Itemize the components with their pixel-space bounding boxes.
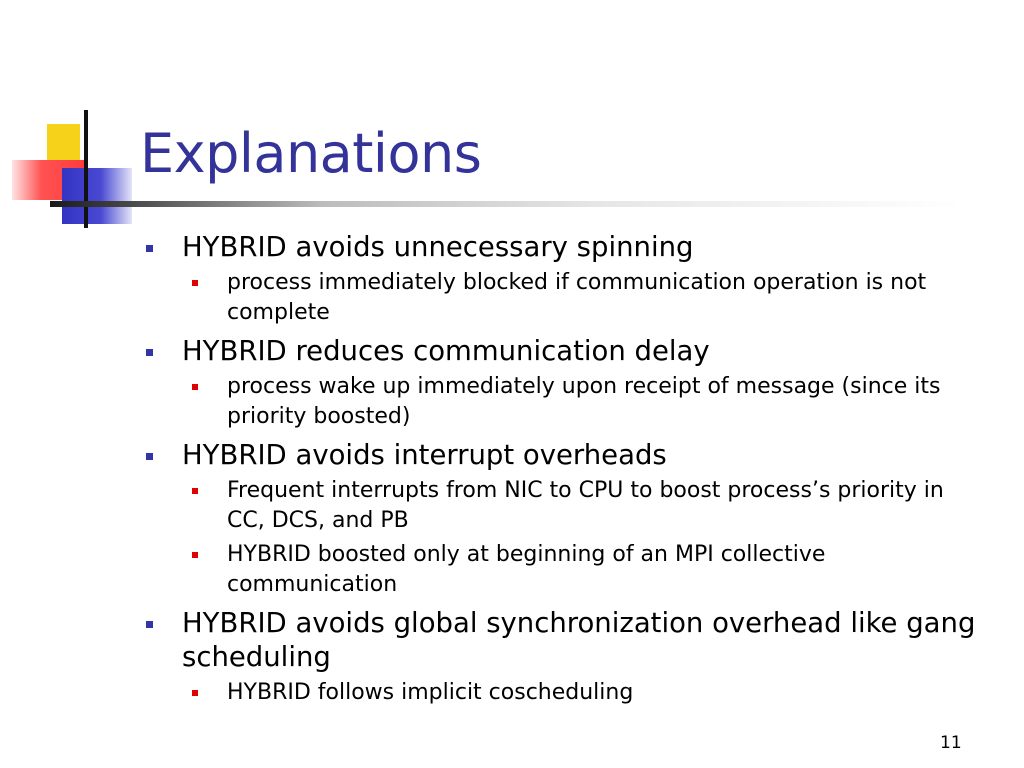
bullet-text: HYBRID avoids interrupt overheads xyxy=(182,439,667,471)
logo-blue-square xyxy=(62,168,132,224)
bullet-text: HYBRID avoids unnecessary spinning xyxy=(182,231,694,263)
bullet-text: HYBRID avoids global synchronization overhead like gang scheduling xyxy=(182,607,976,673)
sub-bullet-item xyxy=(192,540,976,600)
sub-bullet-item xyxy=(192,268,976,328)
slide-title: Explanations xyxy=(140,122,482,185)
sub-bullet-item xyxy=(192,678,976,708)
blue-square-bullet-icon xyxy=(146,621,153,628)
bullet-item xyxy=(146,334,976,368)
sub-bullet-text: process wake up immediately upon receipt of message (since its priority boosted) xyxy=(227,374,941,429)
sub-bullet-text: Frequent interrupts from NIC to CPU to boost process’s priority in CC, DCS, and PB xyxy=(227,478,944,533)
sub-bullet-text: process immediately blocked if communication operation is not complete xyxy=(227,270,927,325)
bullet-item xyxy=(146,230,976,264)
blue-square-bullet-icon xyxy=(146,245,153,252)
bullet-item xyxy=(146,438,976,472)
sub-bullet-text: HYBRID follows implicit coscheduling xyxy=(227,680,634,705)
sub-bullet-item xyxy=(192,372,976,432)
red-square-bullet-icon xyxy=(192,690,198,696)
bullet-list xyxy=(146,230,976,708)
red-square-bullet-icon xyxy=(192,552,198,558)
bullet-text: HYBRID reduces communication delay xyxy=(182,335,710,367)
red-square-bullet-icon xyxy=(192,488,198,494)
sub-bullet-item xyxy=(192,476,976,536)
blue-square-bullet-icon xyxy=(146,453,153,460)
sub-bullet-text: HYBRID boosted only at beginning of an MPI collective communication xyxy=(227,542,826,597)
blue-square-bullet-icon xyxy=(146,349,153,356)
title-underline xyxy=(50,201,960,207)
red-square-bullet-icon xyxy=(192,384,198,390)
logo-vertical-line xyxy=(84,110,88,228)
bullet-item xyxy=(146,606,976,674)
page-number: 11 xyxy=(940,733,962,753)
red-square-bullet-icon xyxy=(192,280,198,286)
